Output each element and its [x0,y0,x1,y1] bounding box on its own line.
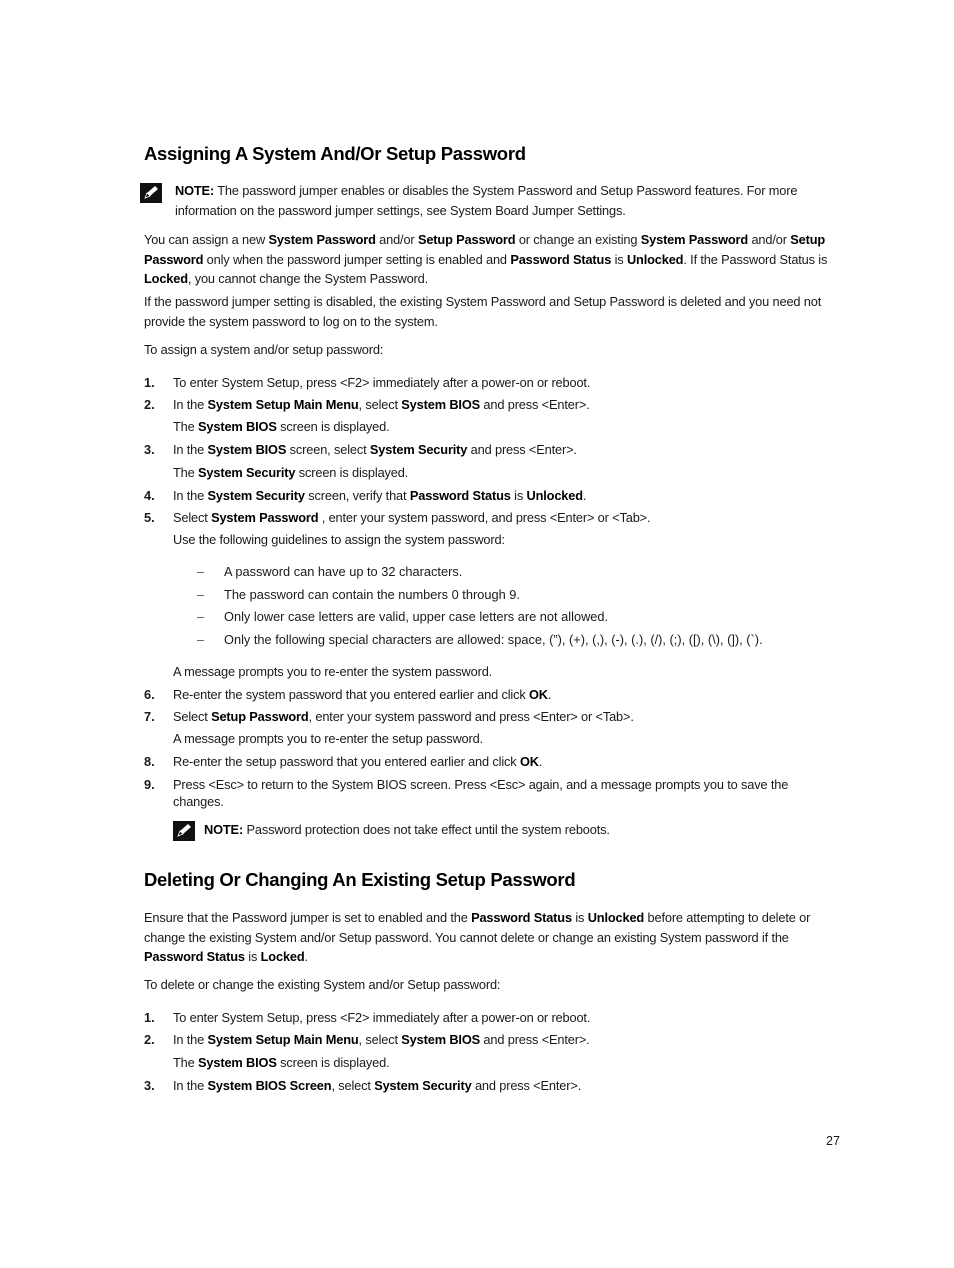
step-number: 4. [144,488,155,503]
step-text: In the System BIOS screen, select System Security and press <Enter>. [173,442,577,457]
section-title-assign-password: Assigning A System And/Or Setup Password [144,143,526,164]
step-number: 3. [144,1078,155,1093]
step-number: 6. [144,687,155,702]
guideline-item: – Only lower case letters are valid, upper case letters are not allowed. [224,608,608,625]
note-password-jumper: NOTE: The password jumper enables or disables the System Password and Setup Password features. For more information on the password jumper settings, see System Board Jumper Settings. [175,183,798,218]
step-number: 1. [144,1010,155,1025]
paragraph-delete-intro: Ensure that the Password jumper is set to enabled and the Password Status is Unlocked before attempting to delete or change the existing System and/or Setup password. You cannot delete or change an existing System password if the Password Status is Locked. [144,910,811,964]
paragraph-assign-lead: To assign a system and/or setup password: [144,342,384,357]
step-text: In the System Security screen, verify that Password Status is Unlocked. [173,488,587,503]
note-pencil-icon [173,821,195,841]
step-text: In the System BIOS Screen, select System Security and press <Enter>. [173,1078,582,1093]
step-text: To enter System Setup, press <F2> immediately after a power-on or reboot. [173,1010,591,1025]
step-text: Select Setup Password, enter your system password and press <Enter> or <Tab>. [173,709,634,724]
step-text: Re-enter the setup password that you entered earlier and click OK. [173,754,543,769]
paragraph-assign-intro: You can assign a new System Password and/or Setup Password or change an existing System Password and/or Setup Password only when the password jumper setting is enabled and Password Status is Unlocked. If the Password Status is Locked, you cannot change the System Password. [144,232,828,286]
step-subtext: The System Security screen is displayed. [173,465,409,480]
guideline-item: – Only the following special characters are allowed: space, (”), (+), (,), (-), (.), (/), (;), ([), (\), (]), (`). [224,631,763,648]
step-number: 1. [144,375,155,390]
paragraph-delete-lead: To delete or change the existing System and/or Setup password: [144,977,501,992]
step-subtext: The System BIOS screen is displayed. [173,1055,390,1070]
step-text: To enter System Setup, press <F2> immediately after a power-on or reboot. [173,375,591,390]
step-subtext: A message prompts you to re-enter the setup password. [173,731,484,746]
step-subtext: A message prompts you to re-enter the system password. [173,664,493,679]
step-number: 5. [144,510,155,525]
step-subtext: Use the following guidelines to assign the system password: [173,532,505,547]
note-pencil-icon [140,183,162,203]
step-text: Press <Esc> to return to the System BIOS screen. Press <Esc> again, and a message prompts you to save the changes. [173,777,789,809]
step-text: Select System Password , enter your system password, and press <Enter> or <Tab>. [173,510,651,525]
step-number: 8. [144,754,155,769]
step-number: 2. [144,397,155,412]
step-number: 9. [144,777,155,792]
guideline-item: – The password can contain the numbers 0 through 9. [224,586,520,603]
paragraph-jumper-disabled: If the password jumper setting is disabled, the existing System Password and Setup Password is deleted and you need not provide the system password to log on to the system. [144,294,822,329]
step-number: 7. [144,709,155,724]
step-text: In the System Setup Main Menu, select System BIOS and press <Enter>. [173,1032,590,1047]
step-subtext: The System BIOS screen is displayed. [173,419,390,434]
step-text: In the System Setup Main Menu, select System BIOS and press <Enter>. [173,397,590,412]
section-title-delete-password: Deleting Or Changing An Existing Setup Password [144,869,576,890]
note-password-protection: NOTE: Password protection does not take effect until the system reboots. [204,822,610,837]
step-number: 2. [144,1032,155,1047]
page-number: 27 [826,1134,840,1148]
step-text: Re-enter the system password that you entered earlier and click OK. [173,687,552,702]
step-number: 3. [144,442,155,457]
guideline-item: – A password can have up to 32 characters. [224,563,462,580]
